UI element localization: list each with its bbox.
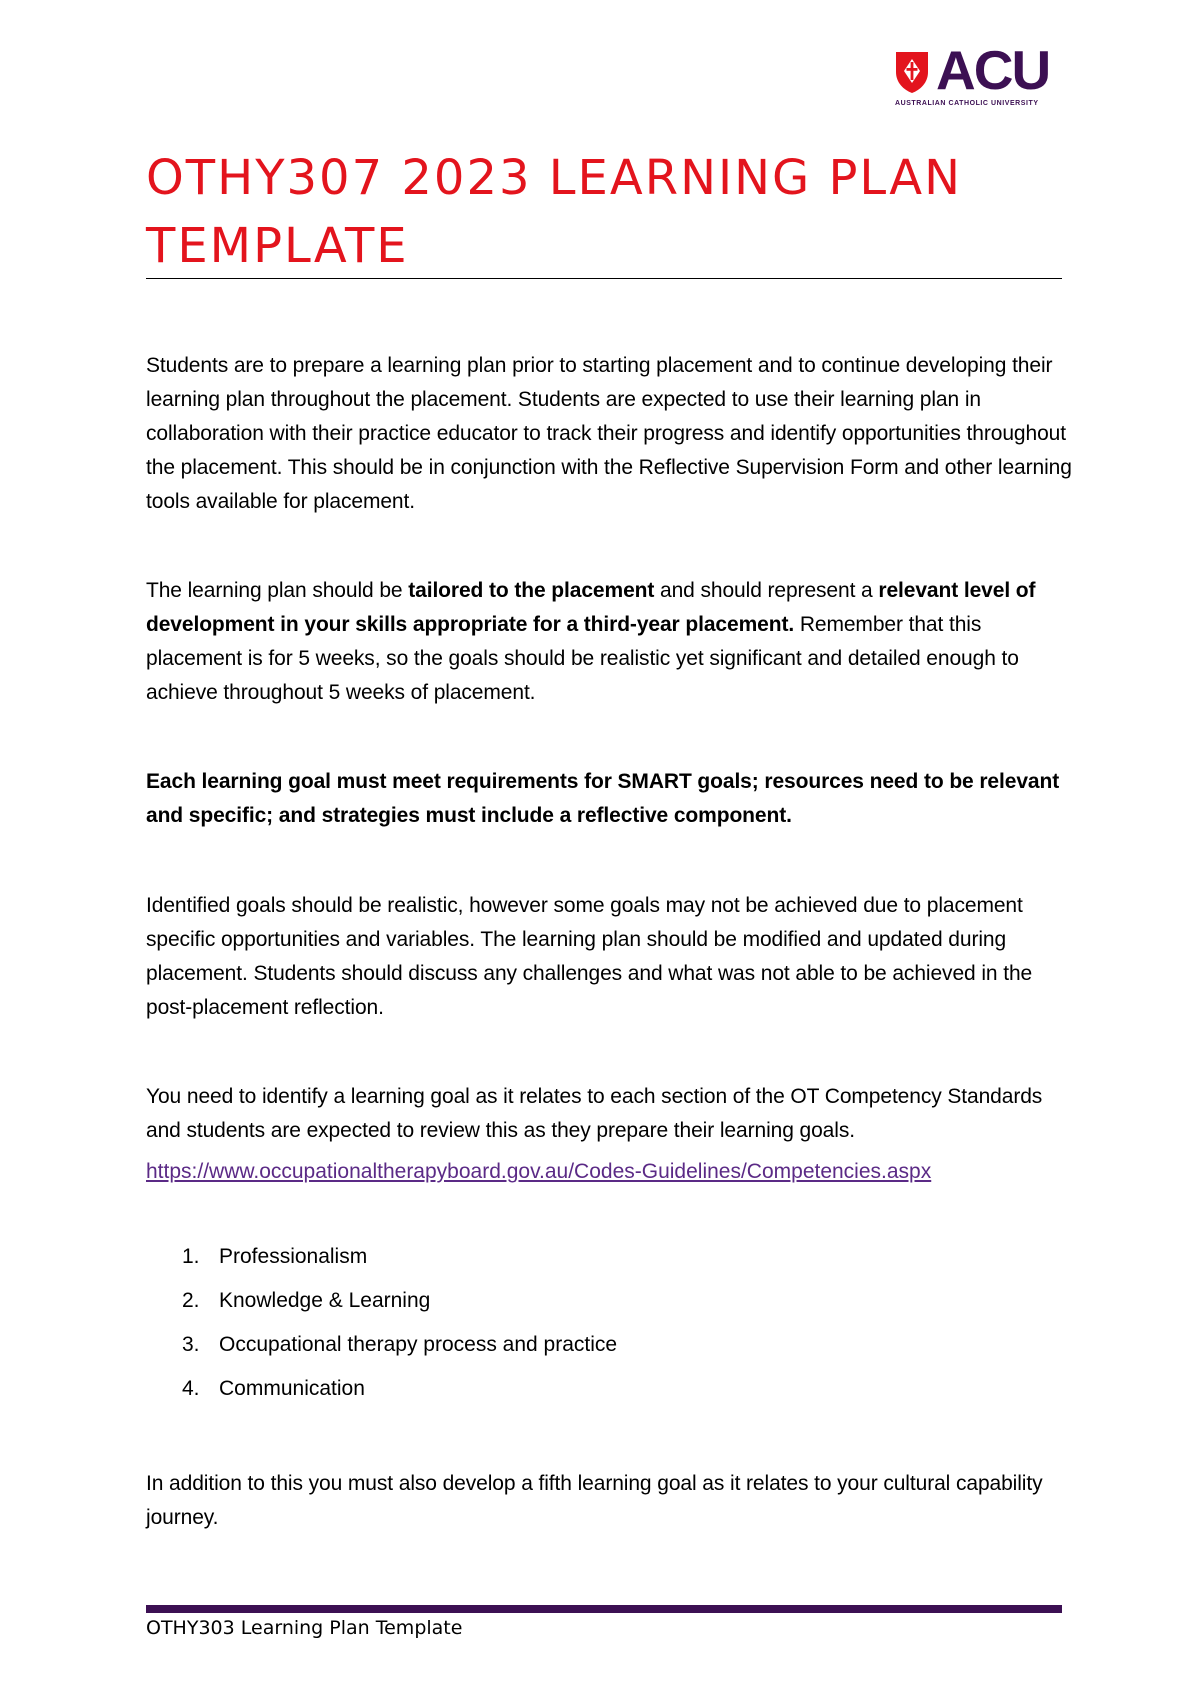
title-divider [146,278,1062,279]
tailoring-text-3: Remember that this placement is for 5 weeks, so the goals should be realistic yet significant and detailed enough to achieve throughout 5 weeks of placement. [146,613,1019,704]
acu-logo [894,39,1062,110]
page-title: OTHY307 2023 LEARNING PLAN TEMPLATE [146,150,963,274]
intro-paragraph: Students are to prepare a learning plan prior to starting placement and to continue developing their learning plan throughout the placement. Students are expected to use their learning plan in collaboration with their practice educator to track their progress and identify opportunities throughout the placement. This should be in conjunction with the Reflective Supervision Form and other learning tools available for placement. [146,354,1072,513]
realistic-goals-paragraph: Identified goals should be realistic, however some goals may not be achieved due to placement specific opportunities and variables. The learning plan should be modified and updated during placement. Students should discuss any challenges and what was not able to be achieved in the post-placement reflection. [146,894,1033,1019]
tailoring-bold-1: tailored to the placement [408,579,655,602]
list-item-number: 4. [182,1377,200,1400]
list-item-number: 2. [182,1289,200,1312]
acu-wordmark: ACU [936,39,1050,101]
list-item-number: 1. [182,1245,200,1268]
tailoring-paragraph [146,574,1076,710]
tailoring-bold-2: relevant level of development in your skills appropriate for a third-year placement. [146,579,1036,636]
acu-logo-subtitle: AUSTRALIAN CATHOLIC UNIVERSITY [895,100,1039,107]
list-item [146,1284,746,1328]
acu-shield-icon [894,50,930,94]
list-item [146,1372,746,1416]
cultural-capability-paragraph: In addition to this you must also develop a fifth learning goal as it relates to your cultural capability journey. [146,1472,1043,1529]
list-item [146,1240,746,1284]
list-item [146,1328,746,1372]
tailoring-text-2: and should represent a [654,579,879,602]
tailoring-text-1: The learning plan should be [146,579,409,602]
footer-divider [146,1605,1062,1613]
footer-text: OTHY303 Learning Plan Template [146,1617,463,1639]
smart-goals-paragraph: Each learning goal must meet requirements for SMART goals; resources need to be relevant and specific; and strategies must include a reflective component. [146,770,1060,827]
competency-list [146,1240,746,1416]
list-item-text: Occupational therapy process and practice [219,1333,618,1356]
list-item-text: Communication [219,1377,365,1400]
list-item-text: Professionalism [219,1245,368,1268]
competency-standards-link[interactable]: https://www.occupationaltherapyboard.gov.au/Codes-Guidelines/Competencies.aspx [146,1160,932,1183]
list-item-text: Knowledge & Learning [219,1289,431,1312]
list-item-number: 3. [182,1333,200,1356]
competency-paragraph: You need to identify a learning goal as it relates to each section of the OT Competency Standards and students are expected to review this as they prepare their learning goals. [146,1085,1043,1142]
